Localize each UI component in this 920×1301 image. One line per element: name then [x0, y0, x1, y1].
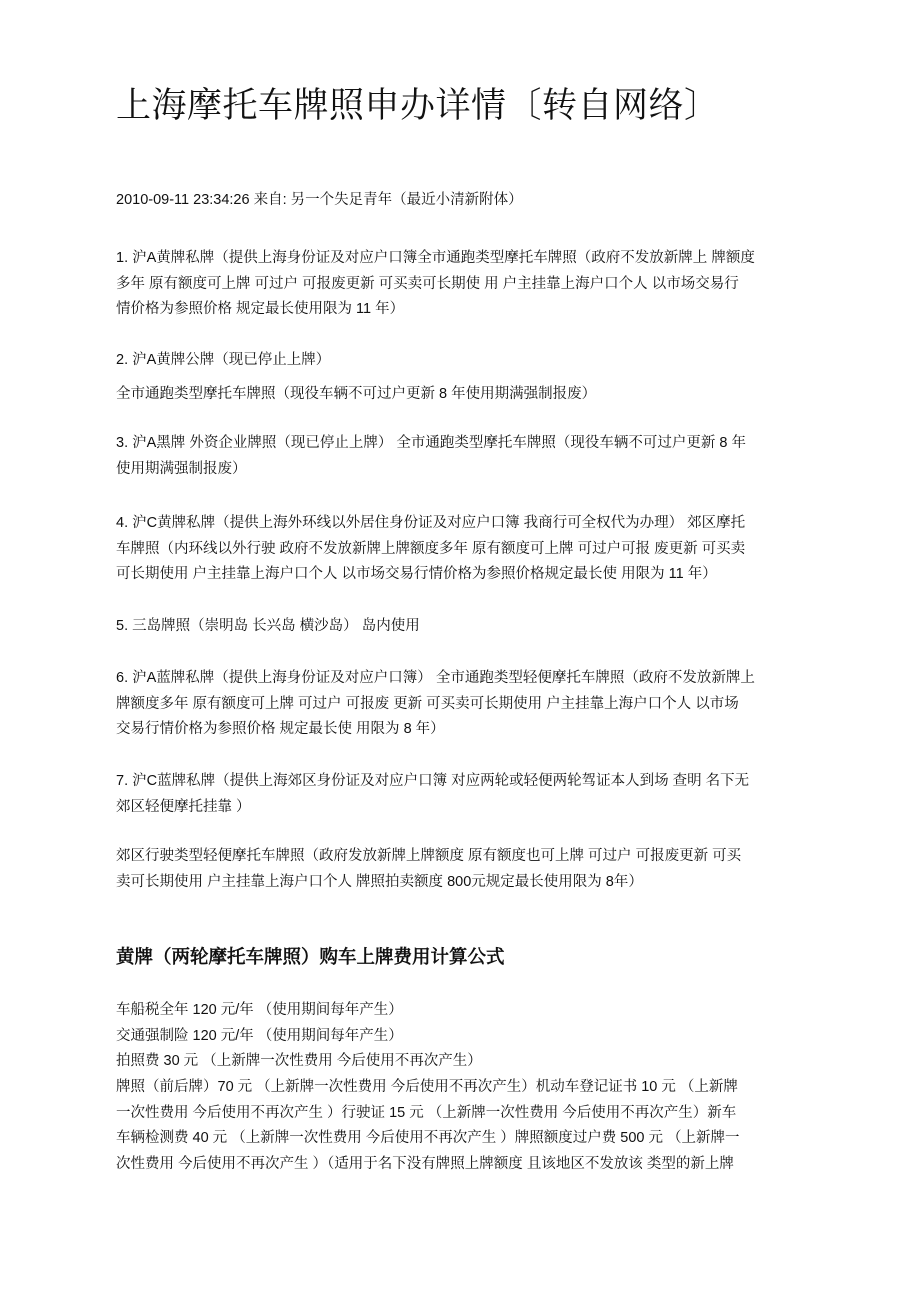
paragraph — [116, 769, 816, 820]
fee-heading: 黄牌（两轮摩托车牌照）购车上牌费用计算公式 — [116, 946, 505, 967]
paragraph-line: 5. 三岛牌照（崇明岛 长兴岛 横沙岛） 岛内使用 — [116, 618, 420, 634]
paragraph — [116, 666, 816, 743]
paragraph-line: 卖可长期使用 户主挂靠上海户口个人 牌照拍卖额度 800元规定最长使用限为 8年） — [116, 873, 643, 890]
paragraph — [116, 348, 816, 374]
paragraph-line: 多年 原有额度可上牌 可过户 可报废更新 可买卖可长期使 用 户主挂靠上海户口个人 以市场交易行 — [116, 275, 739, 292]
paragraph — [116, 246, 816, 323]
paragraph — [116, 844, 816, 895]
paragraph — [116, 511, 816, 588]
fee-line: 车船税全年 120 元/年 （使用期间每年产生） — [116, 1002, 403, 1018]
paragraph-line: 2. 沪A黄牌公牌（现已停止上牌） — [116, 352, 331, 368]
paragraph-line: 可长期使用 户主挂靠上海户口个人 以市场交易行情价格为参照价格规定最长使 用限为 11 年） — [116, 566, 717, 583]
paragraph — [116, 431, 816, 482]
fee-line: 牌照（前后牌）70 元 （上新牌一次性费用 今后使用不再次产生）机动车登记证书 10 元 （上新牌 — [116, 1079, 738, 1096]
paragraph-line: 全市通跑类型摩托车牌照（现役车辆不可过户更新 8 年使用期满强制报废） — [116, 386, 597, 402]
paragraph-line: 3. 沪A黑牌 外资企业牌照（现已停止上牌） 全市通跑类型摩托车牌照（现役车辆不可过户更新 8 年 — [116, 435, 746, 451]
fee-line: 交通强制险 120 元/年 （使用期间每年产生） — [116, 1027, 403, 1044]
post-meta — [116, 188, 816, 214]
paragraph-line: 1. 沪A黄牌私牌（提供上海身份证及对应户口簿全市通跑类型摩托车牌照（政府不发放新牌上 牌额度 — [116, 250, 755, 266]
paragraph-line: 6. 沪A蓝牌私牌（提供上海身份证及对应户口簿） 全市通跑类型轻便摩托车牌照（政府不发放新牌上 — [116, 670, 755, 686]
paragraph-line: 郊区轻便摩托挂靠 ） — [116, 798, 251, 815]
page-title: 上海摩托车牌照申办详情〔转自网络〕 — [116, 86, 720, 125]
fee-line: 次性费用 今后使用不再次产生 ）（适用于名下没有牌照上牌额度 且该地区不发放该 类型的新上牌 — [116, 1156, 734, 1173]
fee-line: 拍照费 30 元 （上新牌一次性费用 今后使用不再次产生） — [116, 1053, 482, 1070]
post-meta-text: 2010-09-11 23:34:26 来自: 另一个失足青年（最近小清新附体） — [116, 192, 523, 208]
fee-line: 车辆检测费 40 元 （上新牌一次性费用 今后使用不再次产生 ）牌照额度过户费 500 元 （上新牌一 — [116, 1130, 740, 1147]
paragraph-line: 4. 沪C黄牌私牌（提供上海外环线以外居住身份证及对应户口簿 我商行可全权代为办理） 郊区摩托 — [116, 515, 746, 531]
paragraph-line: 7. 沪C蓝牌私牌（提供上海郊区身份证及对应户口簿 对应两轮或轻便两轮驾证本人到场 查明 名下无 — [116, 773, 750, 789]
paragraph — [116, 382, 816, 408]
paragraph-line: 情价格为参照价格 规定最长使用限为 11 年） — [116, 301, 405, 318]
paragraph-line: 车牌照（内环线以外行驶 政府不发放新牌上牌额度多年 原有额度可上牌 可过户可报 废更新 可买卖 — [116, 540, 746, 557]
paragraph — [116, 614, 816, 640]
paragraph-line: 交易行情价格为参照价格 规定最长使 用限为 8 年） — [116, 721, 445, 738]
paragraph-line: 牌额度多年 原有额度可上牌 可过户 可报废 更新 可买卖可长期使用 户主挂靠上海户口个人 以市场 — [116, 695, 739, 712]
fee-list — [116, 998, 816, 1178]
paragraph-line: 郊区行驶类型轻便摩托车牌照（政府发放新牌上牌额度 原有额度也可上牌 可过户 可报废更新 可买 — [116, 848, 742, 864]
fee-line: 一次性费用 今后使用不再次产生 ）行驶证 15 元 （上新牌一次性费用 今后使用不再次产生）新车 — [116, 1104, 737, 1121]
paragraph-line: 使用期满强制报废） — [116, 460, 247, 477]
